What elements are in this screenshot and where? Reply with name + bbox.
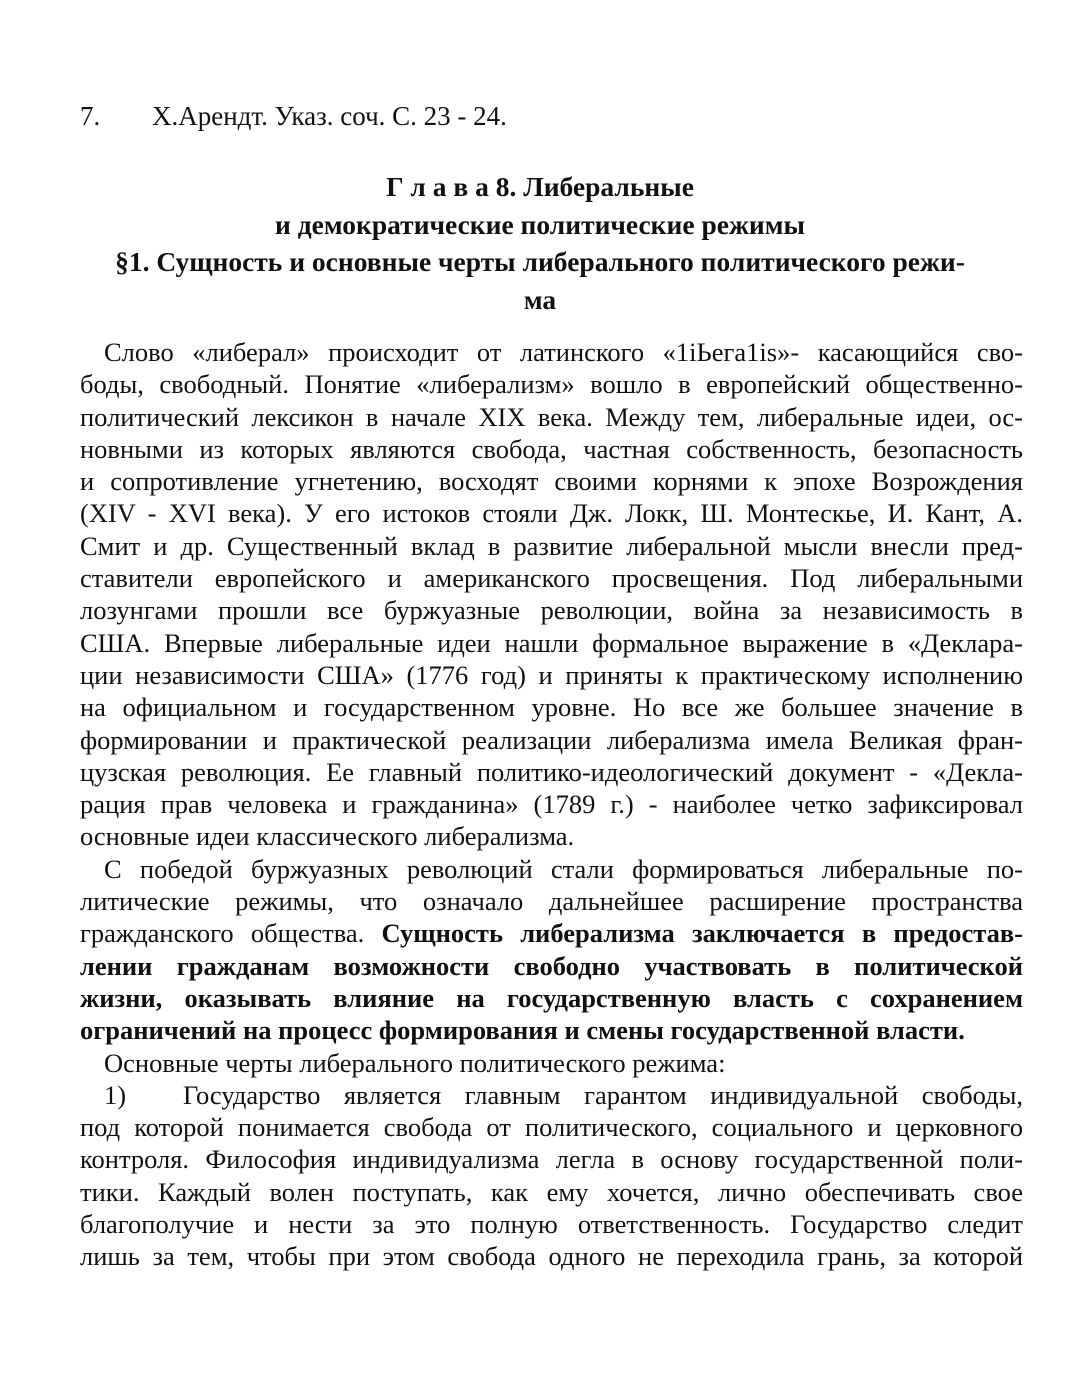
- text-line: рация прав человека и гражданина» (1789 г.) - наиболее четко зафиксировал: [80, 789, 1023, 820]
- text-line: ции независимости США» (1776 год) и приняты к практическому исполнению: [80, 659, 1023, 690]
- text-line: (XIV - XVI века). У его истоков стояли Дж. Локк, Ш. Монтескье, И. Кант, А.: [80, 498, 1023, 529]
- text-bold: Сущность либерализма заключается в предостав-: [381, 918, 1023, 949]
- text-line: США. Впервые либеральные идеи нашли формальное выражение в «Деклара-: [80, 627, 1023, 658]
- text-line-bold: лении гражданам возможности свободно участвовать в политической: [80, 950, 1023, 981]
- body-text: [80, 336, 1023, 1273]
- chapter-subtitle: и демократические политические режимы: [275, 208, 805, 240]
- text-line: Слово «либерал» происходит от латинского «1iЬега1is»- касающийся сво-: [104, 337, 1023, 367]
- text-line-bold: ограничений на процесс формирования и смены государственной власти.: [80, 1015, 965, 1046]
- text-line: тики. Каждый волен поступать, как ему хочется, лично обеспечивать свое: [80, 1176, 1023, 1207]
- text-line: политический лексикон в начале XIX века. Между тем, либеральные идеи, ос-: [80, 401, 1023, 432]
- paragraph-1: [80, 336, 1023, 853]
- text-line: новными из которых являются свобода, частная собственность, безопасность: [80, 433, 1023, 464]
- text-line: Основные черты либерального политического режима:: [104, 1047, 726, 1078]
- text-line: лишь за тем, чтобы при этом свобода одного не переходила грань, за которой: [80, 1241, 1023, 1272]
- text-line: цузская революция. Ее главный политико-идеологический документ - «Декла-: [80, 756, 1023, 787]
- text-line: [80, 1079, 1023, 1111]
- text-line: литические режимы, что означало дальнейшее расширение пространства: [80, 886, 1023, 917]
- paragraph-3: [80, 1047, 1023, 1079]
- chapter-heading: [40, 168, 1040, 318]
- text-line: ставители европейского и американского просвещения. Под либеральными: [80, 563, 1023, 594]
- text-line: [80, 917, 1023, 949]
- text-line: лозунгами прошли все буржуазные революции, война за независимость в: [80, 595, 1023, 626]
- footnote: [80, 100, 507, 132]
- text-line: боды, свободный. Понятие «либерализм» вошло в европейский общественно-: [80, 369, 1023, 400]
- chapter-title: Г л а в а 8. Либеральные: [386, 171, 694, 202]
- text-plain: гражданского общества.: [80, 918, 382, 949]
- text-line: основные идеи классического либерализма.: [80, 821, 575, 852]
- footnote-text: Х.Арендт. Указ. соч. С. 23 - 24.: [152, 101, 507, 131]
- text-line-bold: жизни, оказывать влияние на государственную власть с сохранением: [80, 982, 1023, 1013]
- footnote-number: 7.: [80, 101, 101, 131]
- paragraph-2: [80, 853, 1023, 1047]
- text-line: на официальном и государственном уровне. Но все же большее значение в: [80, 692, 1023, 723]
- list-item-first-line: Государство является главным гарантом индивидуальной свободы,: [183, 1079, 1023, 1110]
- section-title-continuation: ма: [523, 283, 557, 315]
- text-line: формировании и практической реализации либерализма имела Великая фран-: [80, 724, 1023, 755]
- list-item-1: [80, 1079, 1023, 1273]
- text-line: Смит и др. Существенный вклад в развитие либеральной мысли внесли пред-: [80, 530, 1023, 561]
- text-line: и сопротивление угнетению, восходят своими корнями к эпохе Возрождения: [80, 466, 1023, 497]
- section-title: §1. Сущность и основные черты либерального политического режи-: [115, 246, 965, 277]
- text-line: контроля. Философия индивидуализма легла в основу государственной поли-: [80, 1144, 1023, 1175]
- text-line: С победой буржуазных революций стали формироваться либеральные по-: [104, 853, 1023, 884]
- text-line: под которой понимается свобода от политического, социального и церковного: [80, 1112, 1023, 1143]
- list-item-number: 1): [104, 1079, 127, 1110]
- text-line: благополучие и нести за это полную ответственность. Государство следит: [80, 1209, 1023, 1240]
